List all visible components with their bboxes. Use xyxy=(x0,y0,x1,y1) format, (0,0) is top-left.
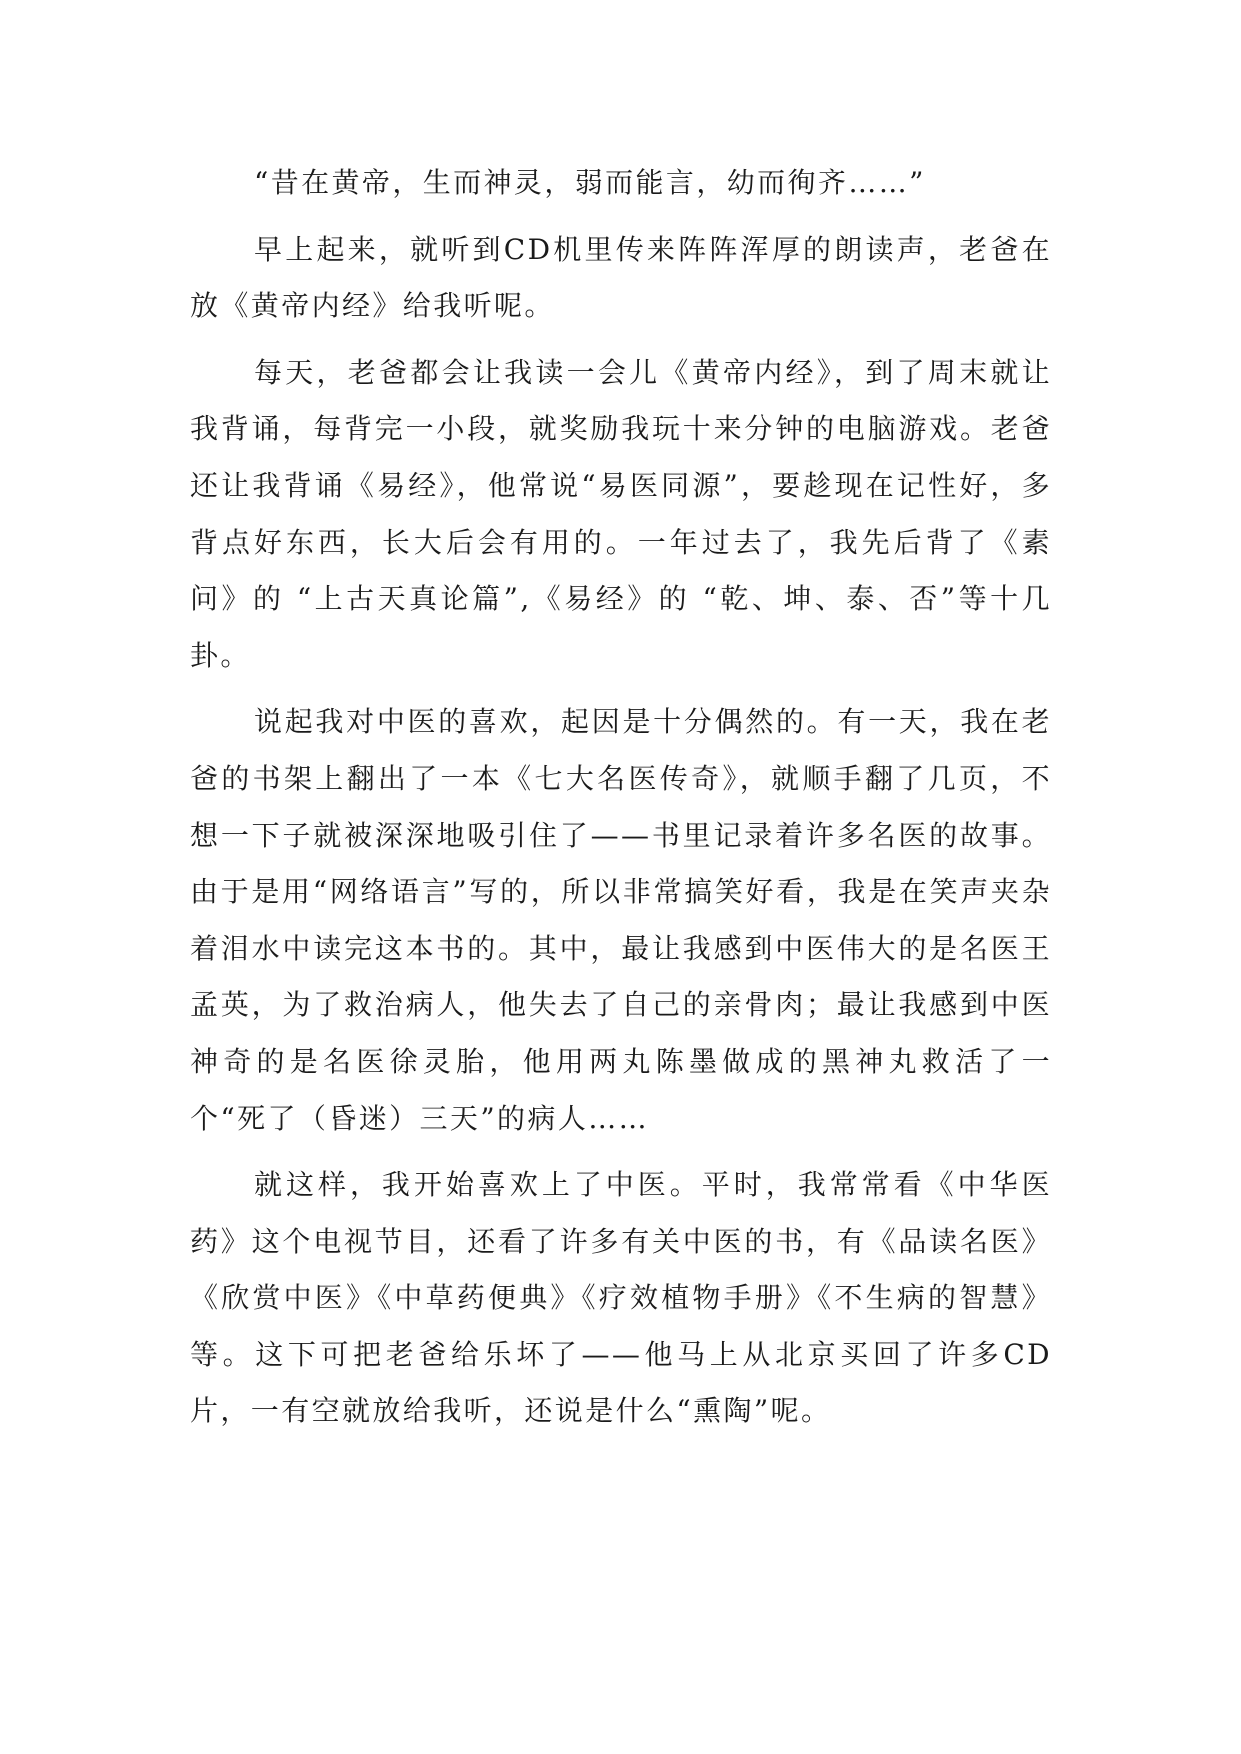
paragraph-origin-of-interest: 说起我对中医的喜欢，起因是十分偶然的。有一天，我在老爸的书架上翻出了一本《七大名医传奇》，就顺手翻了几页，不想一下子就被深深地吸引住了——书里记录着许多名医的故事。由于是用“网络语言”写的，所以非常搞笑好看，我是在笑声夹杂着泪水中读完这本书的。其中，最让我感到中医伟大的是名医王孟英，为了救治病人，他失去了自己的亲骨肉；最让我感到中医神奇的是名医徐灵胎，他用两丸陈墨做成的黑神丸救活了一个“死了（昏迷）三天”的病人…… xyxy=(190,705,1052,1135)
paragraph-loving-tcm: 就这样，我开始喜欢上了中医。平时，我常常看《中华医药》这个电视节目，还看了许多有关中医的书，有《品读名医》《欣赏中医》《中草药便典》《疗效植物手册》《不生病的智慧》等。这下可把老爸给乐坏了——他马上从北京买回了许多CD片，一有空就放给我听，还说是什么“熏陶”呢。 xyxy=(190,1168,1052,1428)
paragraph-daily-recitation: 每天，老爸都会让我读一会儿《黄帝内经》，到了周末就让我背诵，每背完一小段，就奖励我玩十来分钟的电脑游戏。老爸还让我背诵《易经》，他常说“易医同源”，要趁现在记性好，多背点好东西，长大后会有用的。一年过去了，我先后背了《素问》的 “上古天真论篇”,《易经》的 “乾、坤、泰、否”等十几卦。 xyxy=(190,355,1052,672)
paragraph-quote: “昔在黄帝，生而神灵，弱而能言，幼而徇齐……” xyxy=(254,166,926,199)
paragraph-morning: 早上起来，就听到CD机里传来阵阵浑厚的朗读声，老爸在放《黄帝内经》给我听呢。 xyxy=(190,232,1052,323)
article-body xyxy=(190,155,1052,1440)
